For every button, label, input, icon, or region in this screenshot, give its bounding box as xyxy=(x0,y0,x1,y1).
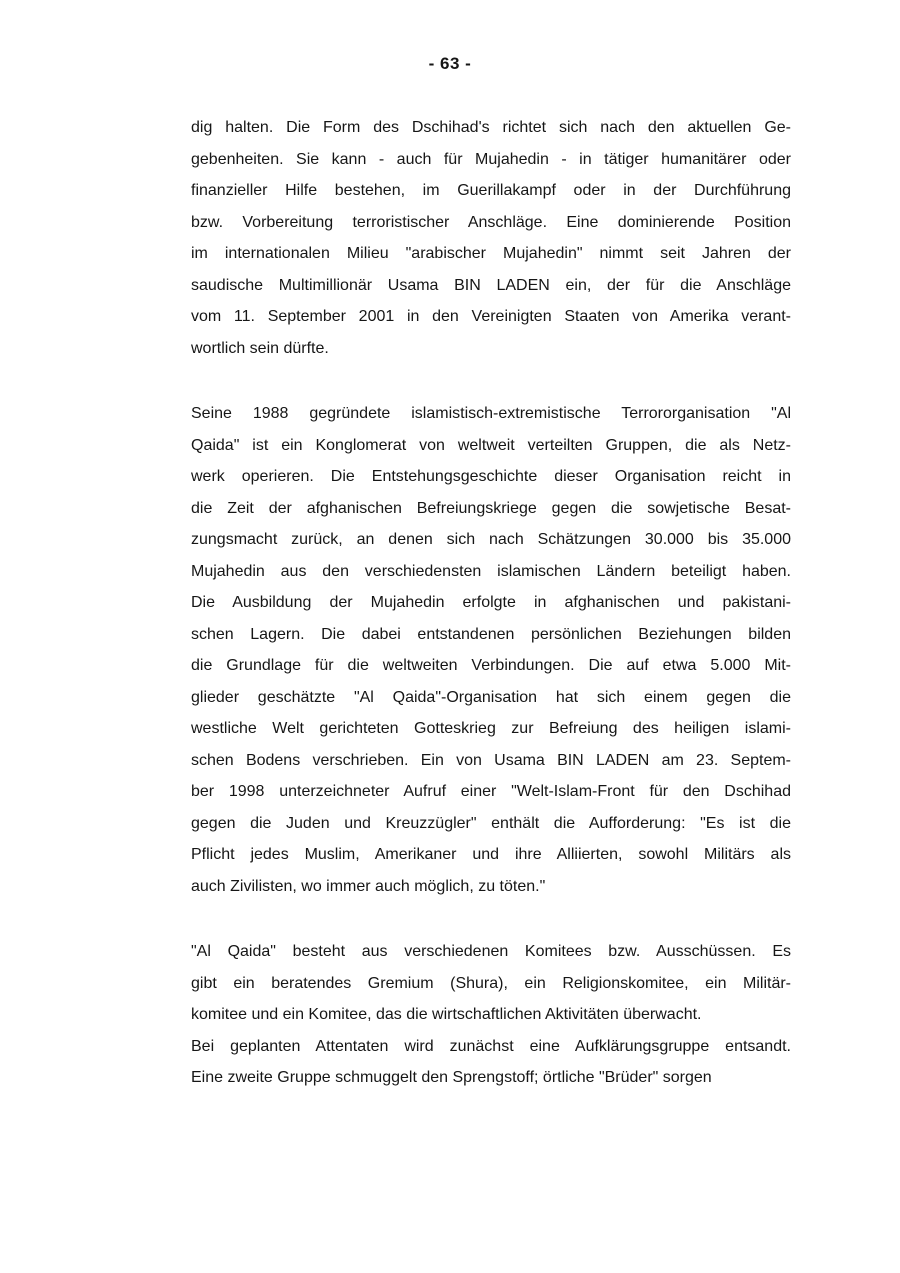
text-line: gebenheiten. Sie kann - auch für Mujahedin - in tätiger humanitärer oder xyxy=(191,150,791,168)
text-line: bzw. Vorbereitung terroristischer Anschläge. Eine dominierende Position xyxy=(191,213,791,231)
text-line: "Al Qaida" besteht aus verschiedenen Komitees bzw. Ausschüssen. Es xyxy=(191,943,791,960)
text-line: Eine zweite Gruppe schmuggelt den Sprengstoff; örtliche "Brüder" sorgen xyxy=(191,1069,712,1086)
text-line: Pflicht jedes Muslim, Amerikaner und ihre Alliierten, sowohl Militärs als xyxy=(191,846,791,863)
page-number: - 63 - xyxy=(428,54,472,73)
text-line: vom 11. September 2001 in den Vereinigten Staaten von Amerika verant- xyxy=(191,308,791,325)
text-line: Bei geplanten Attentaten wird zunächst eine Aufklärungsgruppe entsandt. xyxy=(191,1037,791,1055)
text-line: ber 1998 unterzeichneter Aufruf einer "Welt-Islam-Front für den Dschihad xyxy=(191,783,791,800)
text-line: komitee und ein Komitee, das die wirtschaftlichen Aktivitäten überwacht. xyxy=(191,1006,702,1023)
text-line: Mujahedin aus den verschiedensten islamischen Ländern beteiligt haben. xyxy=(191,562,791,580)
paragraph-2 xyxy=(191,398,791,902)
body-text xyxy=(191,112,791,1094)
text-line: Qaida" ist ein Konglomerat von weltweit verteilten Gruppen, die als Netz- xyxy=(191,436,791,454)
text-line: wortlich sein dürfte. xyxy=(191,339,329,357)
text-line: saudische Multimillionär Usama BIN LADEN ein, der für die Anschläge xyxy=(191,276,791,294)
text-line: glieder geschätzte "Al Qaida"-Organisation hat sich einem gegen die xyxy=(191,688,791,706)
text-line: gibt ein beratendes Gremium (Shura), ein Religionskomitee, ein Militär- xyxy=(191,974,791,992)
text-line: zungsmacht zurück, an denen sich nach Schätzungen 30.000 bis 35.000 xyxy=(191,531,791,548)
text-line: gegen die Juden und Kreuzzügler" enthält die Aufforderung: "Es ist die xyxy=(191,814,791,832)
text-line: die Zeit der afghanischen Befreiungskriege gegen die sowjetische Besat- xyxy=(191,499,791,517)
text-line: dig halten. Die Form des Dschihad's richtet sich nach den aktuellen Ge- xyxy=(191,119,791,136)
paragraph-3 xyxy=(191,936,791,1094)
text-line: die Grundlage für die weltweiten Verbindungen. Die auf etwa 5.000 Mit- xyxy=(191,657,791,674)
text-line: westliche Welt gerichteten Gotteskrieg zur Befreiung des heiligen islami- xyxy=(191,720,791,737)
text-line: finanzieller Hilfe bestehen, im Guerillakampf oder in der Durchführung xyxy=(191,182,791,199)
text-line: auch Zivilisten, wo immer auch möglich, zu töten." xyxy=(191,877,546,895)
text-line: Seine 1988 gegründete islamistisch-extremistische Terrororganisation "Al xyxy=(191,405,791,422)
text-line: werk operieren. Die Entstehungsgeschichte dieser Organisation reicht in xyxy=(191,468,791,485)
text-line: schen Bodens verschrieben. Ein von Usama BIN LADEN am 23. Septem- xyxy=(191,751,791,769)
text-line: im internationalen Milieu "arabischer Mujahedin" nimmt seit Jahren der xyxy=(191,245,791,262)
paragraph-1 xyxy=(191,112,791,364)
text-line: schen Lagern. Die dabei entstandenen persönlichen Beziehungen bilden xyxy=(191,625,791,643)
text-line: Die Ausbildung der Mujahedin erfolgte in afghanischen und pakistani- xyxy=(191,594,791,611)
